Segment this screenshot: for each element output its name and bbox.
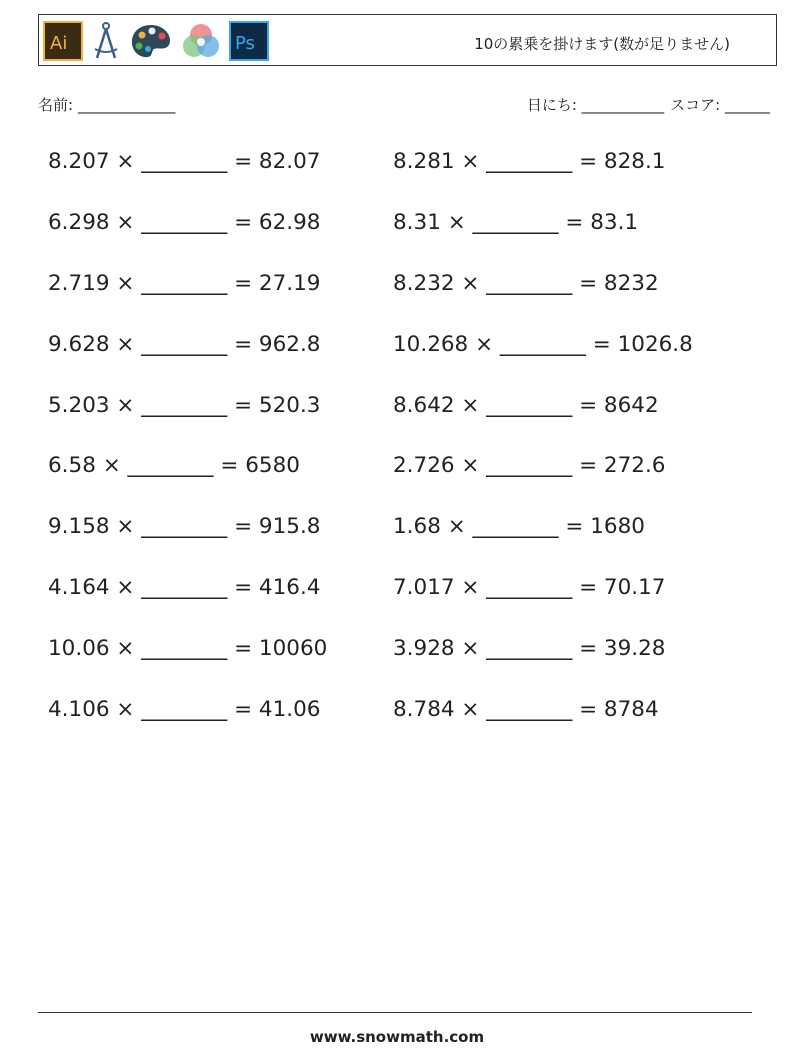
date-field: 日にち: ___________ (526, 96, 665, 114)
photoshop-icon-label: Ps (235, 33, 255, 54)
photoshop-app-icon (229, 21, 269, 61)
compass-icon (89, 21, 123, 61)
problem-right-4: 10.268 × ________ = 1026.8 (393, 332, 693, 357)
problem-left-2: 6.298 × ________ = 62.98 (48, 210, 321, 235)
problem-left-6: 6.58 × ________ = 6580 (48, 453, 300, 478)
problem-left-9: 10.06 × ________ = 10060 (48, 636, 328, 661)
illustrator-app-icon (43, 21, 83, 61)
problem-right-3: 8.232 × ________ = 8232 (393, 271, 659, 296)
problem-left-1: 8.207 × ________ = 82.07 (48, 149, 321, 174)
problem-right-10: 8.784 × ________ = 8784 (393, 697, 659, 722)
header-icons (43, 21, 275, 61)
problem-right-7: 1.68 × ________ = 1680 (393, 514, 645, 539)
problem-left-3: 2.719 × ________ = 27.19 (48, 271, 321, 296)
problem-left-5: 5.203 × ________ = 520.3 (48, 393, 321, 418)
problem-right-6: 2.726 × ________ = 272.6 (393, 453, 666, 478)
illustrator-icon-label: Ai (50, 33, 68, 54)
problem-right-1: 8.281 × ________ = 828.1 (393, 149, 666, 174)
worksheet-title: 10の累乗を掛けます(数が足りません) (474, 35, 730, 53)
worksheet-header (38, 14, 777, 66)
color-wheel-icon (179, 21, 223, 61)
problem-right-9: 3.928 × ________ = 39.28 (393, 636, 666, 661)
problem-left-7: 9.158 × ________ = 915.8 (48, 514, 321, 539)
problem-right-8: 7.017 × ________ = 70.17 (393, 575, 666, 600)
footer-divider (38, 1012, 752, 1013)
problem-left-8: 4.164 × ________ = 416.4 (48, 575, 321, 600)
paint-palette-icon (129, 21, 173, 61)
problem-left-10: 4.106 × ________ = 41.06 (48, 697, 321, 722)
problem-right-5: 8.642 × ________ = 8642 (393, 393, 659, 418)
problem-right-2: 8.31 × ________ = 83.1 (393, 210, 639, 235)
name-field: 名前: _____________ (38, 96, 176, 114)
footer-site: www.snowmath.com (309, 1028, 485, 1046)
date-score-fields (527, 94, 770, 115)
score-field: スコア: ______ (670, 96, 770, 114)
problem-left-4: 9.628 × ________ = 962.8 (48, 332, 321, 357)
